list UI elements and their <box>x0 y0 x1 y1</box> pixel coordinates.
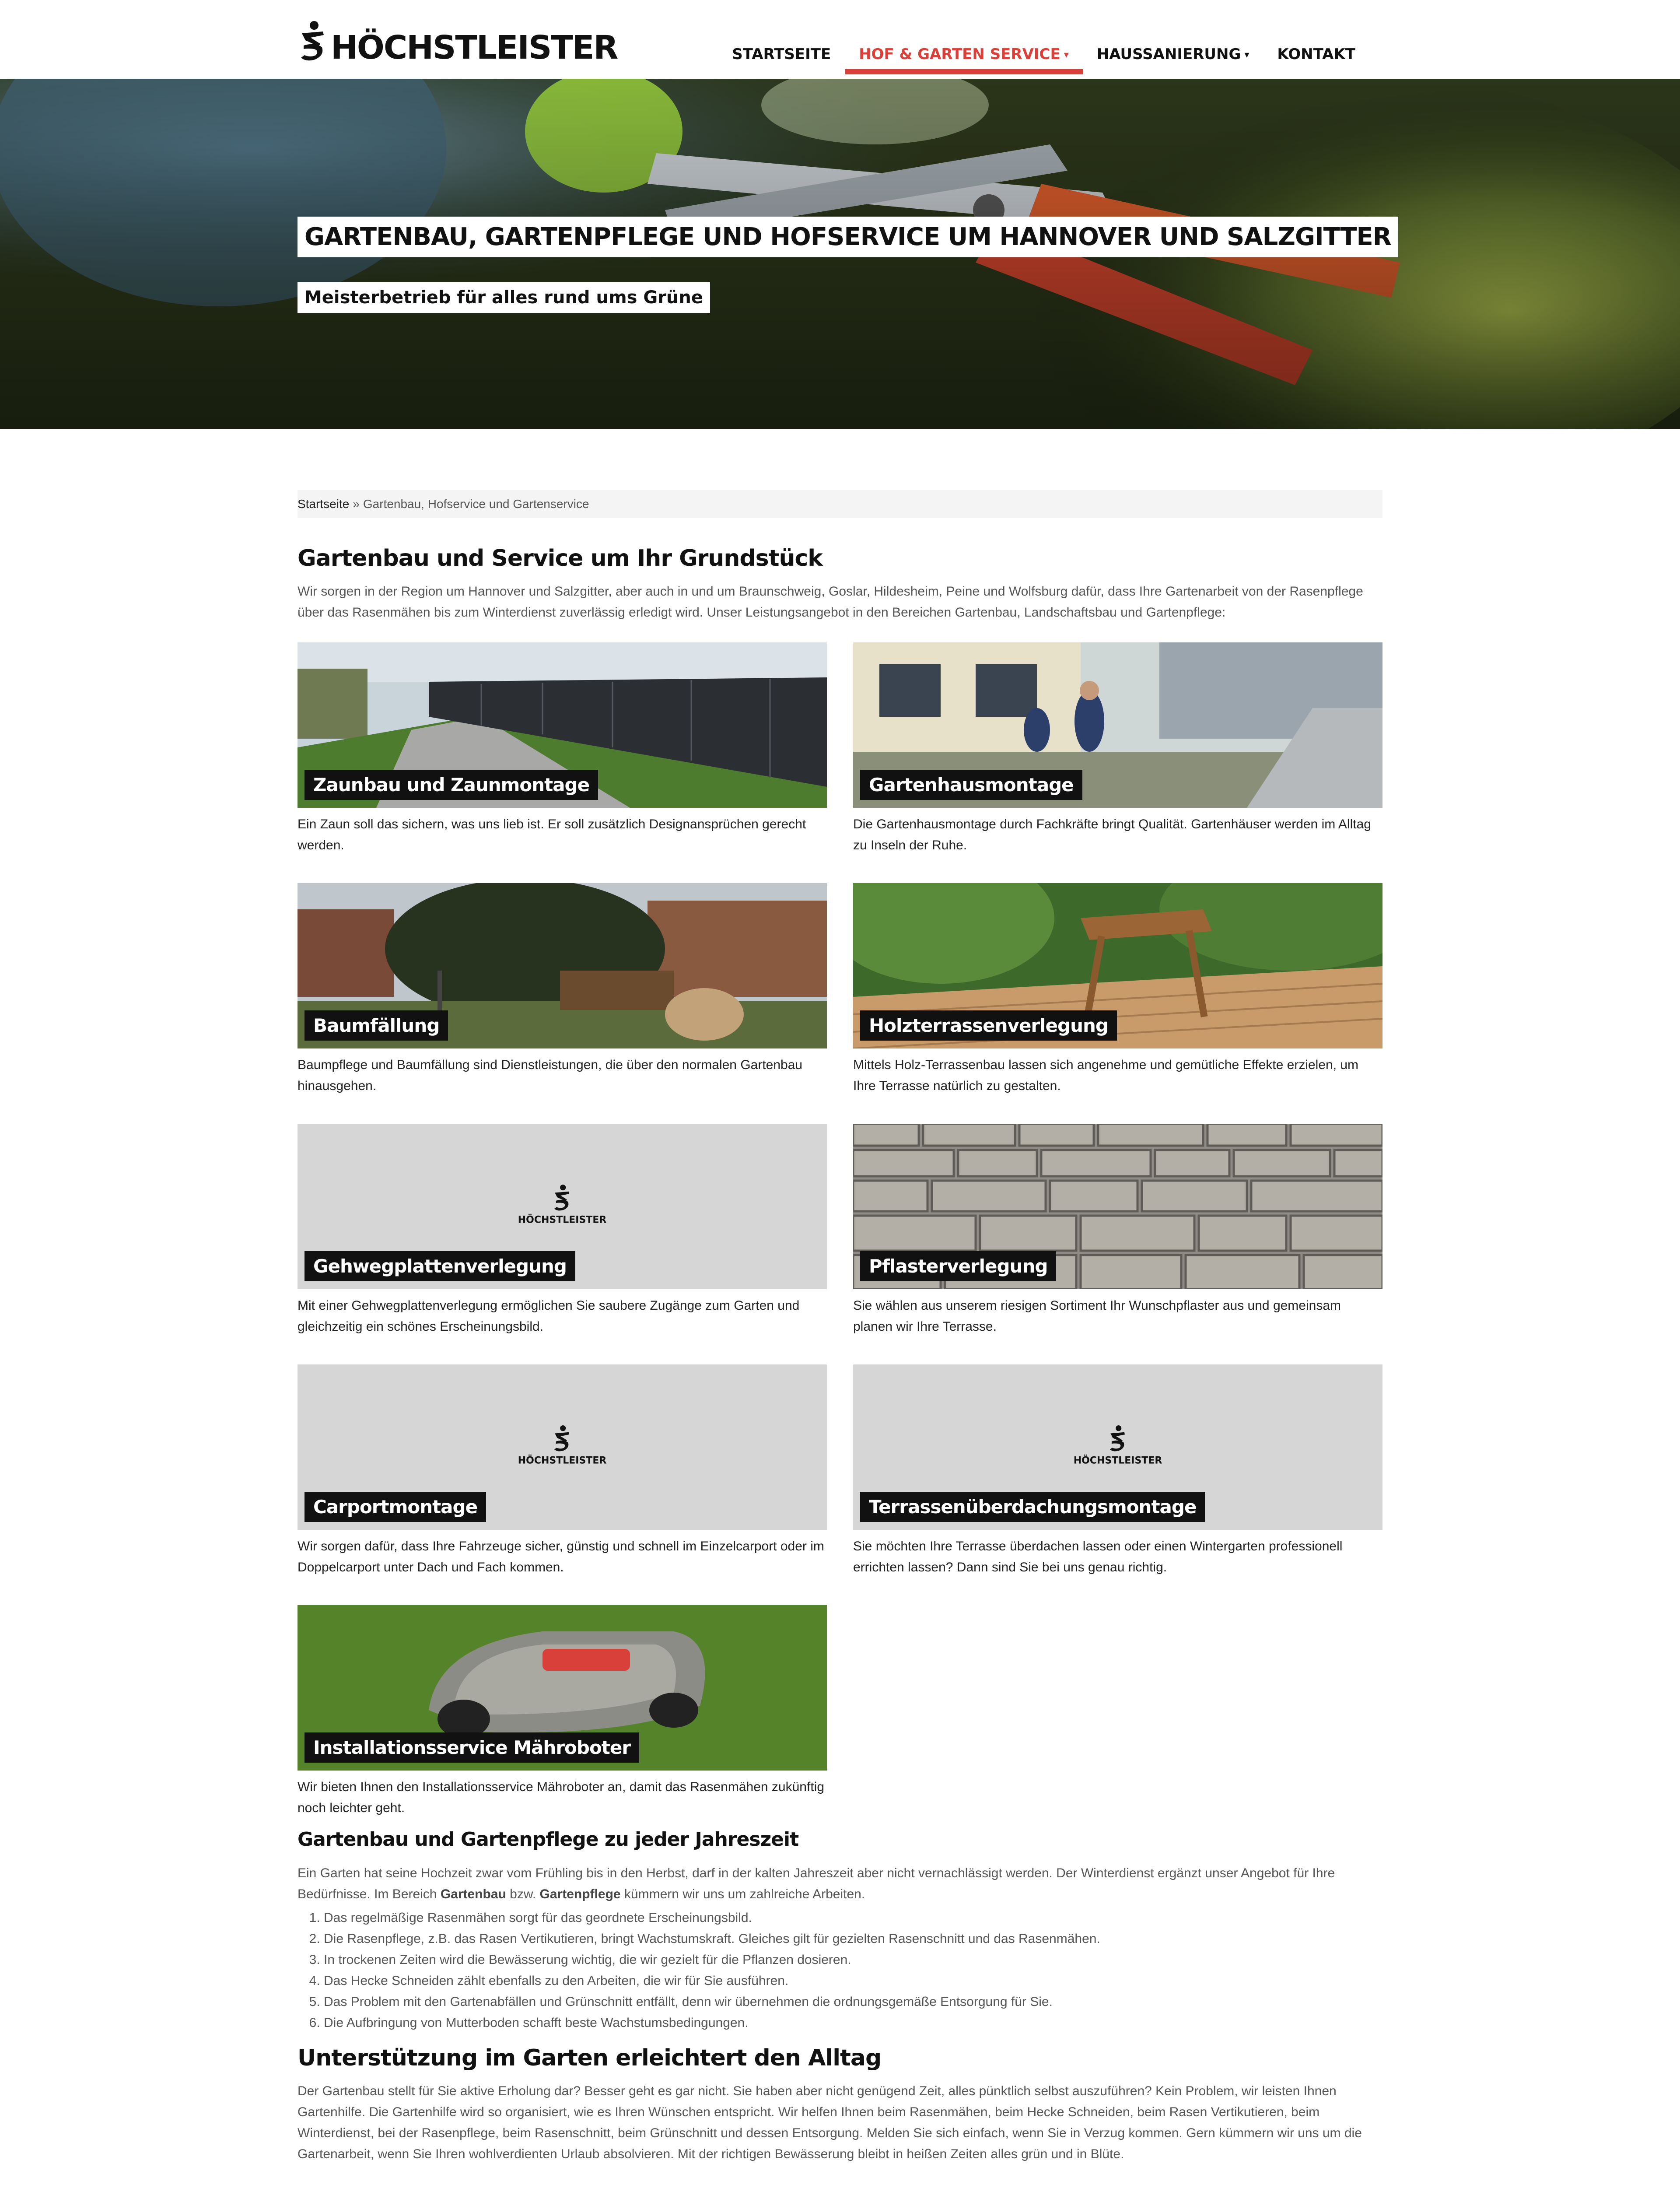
breadcrumb-separator: » <box>353 497 360 511</box>
logo-figure-icon <box>298 20 328 64</box>
service-description: Mittels Holz-Terrassenbau lassen sich angenehme und gemütliche Effekte erzielen, um Ihre Terrasse natürlich zu gestalten. <box>853 1058 1359 1093</box>
placeholder-logo <box>518 1424 607 1466</box>
service-image-paving <box>853 1124 1382 1289</box>
service-card-holzterrasse[interactable] <box>853 883 1382 1097</box>
service-image-placeholder <box>298 1124 827 1289</box>
logo-figure-icon <box>1108 1424 1128 1455</box>
text-run: kümmern wir uns um zahlreiche Arbeiten. <box>620 1887 865 1901</box>
placeholder-logo-text: HÖCHSTLEISTER <box>1073 1455 1162 1466</box>
service-card-terrassenueberdachung[interactable] <box>853 1364 1382 1578</box>
main-nav <box>718 42 1369 74</box>
service-grid <box>298 642 1382 1828</box>
nav-label: KONTAKT <box>1277 46 1355 63</box>
section-text: Der Gartenbau stellt für Sie aktive Erholung dar? Besser geht es gar nicht. Sie haben aber nicht genügend Zeit, alles pünktlich selbst auszuführen? Kein Problem, wir leisten Ihnen Gartenhilfe. Die Gartenhilfe wird so organisiert, wie es Ihren Wünschen entspricht. Wir helfen Ihnen beim Rasenmähen, beim Hecke Schneiden, beim Rasen Vertikutieren, beim Winterdienst, bei der Rasenpflege, beim Rasenschnitt, beim Grünschnitt und dessen Entsorgung. Melden Sie sich einfach, wenn Sie in Verzug kommen. Gern kümmern wir uns um die Gartenarbeit, wenn Sie Ihren wohlverdienten Urlaub absolvieren. Mit der richtigen Bewässerung bleibt in heißen Zeiten alles grün und in Blüte. <box>298 2084 1362 2161</box>
service-image-placeholder <box>298 1364 827 1530</box>
service-card-pflaster[interactable] <box>853 1124 1382 1337</box>
section-title: Gartenbau und Gartenpflege zu jeder Jahreszeit <box>298 1828 799 1851</box>
service-label: Terrassenüberdachungsmontage <box>860 1492 1205 1522</box>
service-label: Installationsservice Mähroboter <box>304 1732 639 1763</box>
placeholder-logo <box>518 1183 607 1226</box>
service-label: Gartenhausmontage <box>860 770 1082 800</box>
garden-work-list <box>298 1907 1382 2034</box>
nav-label: HOF & GARTEN SERVICE <box>859 46 1060 63</box>
breadcrumb-current: Gartenbau, Hofservice und Gartenservice <box>363 497 589 511</box>
list-item: 2. Die Rasenpflege, z.B. das Rasen Vertikutieren, bringt Wachstumskraft. Gleiches gilt für gezielten Rasenschnitt und das Rasenmähen. <box>324 1929 1382 1950</box>
service-description: Mit einer Gehwegplattenverlegung ermöglichen Sie saubere Zugänge zum Garten und gleichzeitig ein schönes Erscheinungsbild. <box>298 1298 800 1334</box>
service-card-maehroboter[interactable] <box>298 1605 827 1819</box>
list-item: 1. Das regelmäßige Rasenmähen sorgt für das geordnete Erscheinungsbild. <box>324 1907 1382 1929</box>
service-image-wood-deck <box>853 883 1382 1048</box>
service-label: Pflasterverlegung <box>860 1251 1056 1281</box>
service-image-garden-house <box>853 642 1382 808</box>
chevron-down-icon: ▾ <box>1064 49 1069 60</box>
service-label: Holzterrassenverlegung <box>860 1010 1117 1041</box>
site-header <box>0 0 1680 79</box>
text-bold: Gartenpflege <box>539 1887 621 1901</box>
service-image-robot-mower <box>298 1605 827 1771</box>
service-description: Sie möchten Ihre Terrasse überdachen lassen oder einen Wintergarten professionell errichten lassen? Dann sind Sie bei uns genau richtig. <box>853 1539 1343 1574</box>
nav-startseite[interactable] <box>718 42 845 74</box>
nav-haussanierung[interactable] <box>1083 42 1264 74</box>
placeholder-logo <box>1074 1424 1162 1466</box>
service-description: Die Gartenhausmontage durch Fachkräfte bringt Qualität. Gartenhäuser werden im Alltag zu Inseln der Ruhe. <box>853 817 1371 852</box>
text-bold: Gartenbau <box>440 1887 506 1901</box>
nav-hof-garten-service[interactable] <box>845 42 1083 74</box>
list-item: 3. In trockenen Zeiten wird die Bewässerung wichtig, die wir gezielt für die Pflanzen dosieren. <box>324 1950 1382 1971</box>
logo-figure-icon <box>552 1183 572 1214</box>
placeholder-logo-text: HÖCHSTLEISTER <box>518 1214 607 1226</box>
section-text <box>298 1863 1382 1905</box>
nav-label: STARTSEITE <box>732 46 831 63</box>
logo-figure-icon <box>552 1424 572 1455</box>
service-card-carport[interactable] <box>298 1364 827 1578</box>
service-image-tree-felling <box>298 883 827 1048</box>
service-card-gartenhaus[interactable] <box>853 642 1382 856</box>
nav-kontakt[interactable] <box>1263 42 1369 74</box>
placeholder-logo-text: HÖCHSTLEISTER <box>518 1455 607 1466</box>
list-item: 6. Die Aufbringung von Mutterboden schafft beste Wachstumsbedingungen. <box>324 2013 1382 2034</box>
list-item: 5. Das Problem mit den Gartenabfällen und Grünschnitt entfällt, denn wir übernehmen die ordnungsgemäße Entsorgung für Sie. <box>324 1992 1382 2013</box>
breadcrumb <box>298 490 1382 518</box>
breadcrumb-home-link[interactable]: Startseite <box>298 497 350 511</box>
service-card-baumfaellung[interactable] <box>298 883 827 1097</box>
text-run: bzw. <box>506 1887 540 1901</box>
intro-text: Wir sorgen in der Region um Hannover und Salzgitter, aber auch in und um Braunschweig, Goslar, Hildesheim, Peine und Wolfsburg dafür, dass Ihre Gartenarbeit von der Rasenpflege über das Rasenmähen bis zum Winterdienst zuverlässig erledigt wird. Unser Leistungsangebot in den Bereichen Gartenbau, Landschaftsbau und Gartenpflege: <box>298 584 1363 620</box>
site-logo[interactable] <box>298 16 618 67</box>
page-title: Gartenbau und Service um Ihr Grundstück <box>298 545 822 572</box>
service-description: Ein Zaun soll das sichern, was uns lieb ist. Er soll zusätzlich Designansprüchen gerecht werden. <box>298 817 806 852</box>
service-label: Zaunbau und Zaunmontage <box>304 770 598 800</box>
service-label: Gehwegplattenverlegung <box>304 1251 575 1281</box>
service-card-gehwegplatten[interactable] <box>298 1124 827 1337</box>
hero-subtitle: Meisterbetrieb für alles rund ums Grüne <box>298 282 710 313</box>
main-content <box>298 490 1382 2188</box>
service-image-fence <box>298 642 827 808</box>
service-image-placeholder <box>853 1364 1382 1530</box>
hero-banner <box>0 79 1680 429</box>
nav-label: HAUSSANIERUNG <box>1096 46 1241 63</box>
service-card-zaunbau[interactable] <box>298 642 827 856</box>
hero-title: GARTENBAU, GARTENPFLEGE UND HOFSERVICE UM HANNOVER UND SALZGITTER <box>298 217 1398 257</box>
service-description: Baumpflege und Baumfällung sind Dienstleistungen, die über den normalen Gartenbau hinausgehen. <box>298 1058 803 1093</box>
section-title: Unterstützung im Garten erleichtert den Alltag <box>298 2045 882 2071</box>
logo-text: HÖCHSTLEISTER <box>331 29 618 67</box>
service-description: Wir bieten Ihnen den Installationsservice Mähroboter an, damit das Rasenmähen zukünftig noch leichter geht. <box>298 1780 824 1815</box>
service-label: Carportmontage <box>304 1492 486 1522</box>
chevron-down-icon: ▾ <box>1244 49 1250 60</box>
list-item: 4. Das Hecke Schneiden zählt ebenfalls zu den Arbeiten, die wir für Sie ausführen. <box>324 1971 1382 1992</box>
service-label: Baumfällung <box>304 1010 448 1041</box>
service-description: Sie wählen aus unserem riesigen Sortiment Ihr Wunschpflaster aus und gemeinsam planen wir Ihre Terrasse. <box>853 1298 1341 1334</box>
service-description: Wir sorgen dafür, dass Ihre Fahrzeuge sicher, günstig und schnell im Einzelcarport oder im Doppelcarport unter Dach und Fach kommen. <box>298 1539 824 1574</box>
text-run: Ein Garten hat seine Hochzeit zwar vom Frühling bis in den Herbst, darf in der kalten Jahreszeit aber nicht vernachlässigt werden. Der Winterdienst ergänzt unser Angebot für Ihre Bedürfnisse. Im Bereich <box>298 1866 1335 1901</box>
